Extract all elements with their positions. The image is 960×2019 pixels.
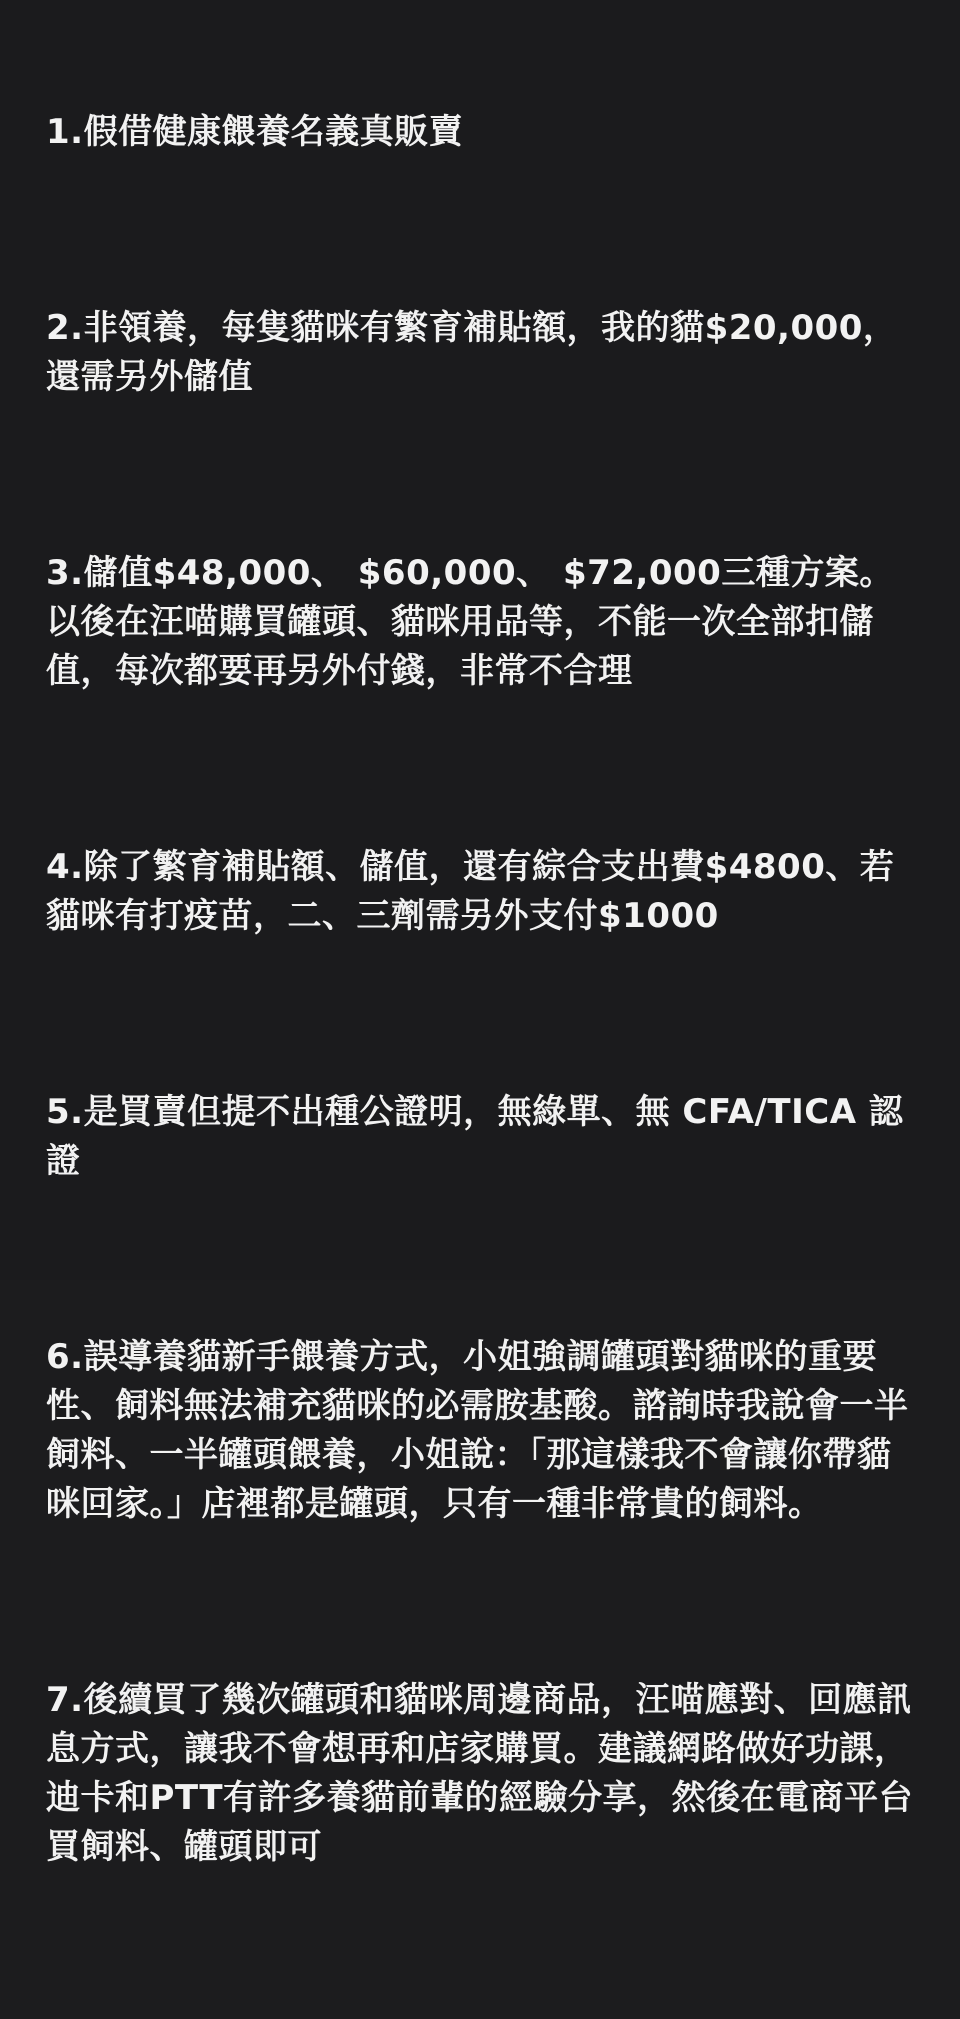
post-paragraph-4: 4.除了繁育補貼額、儲值，還有綜合支出費$4800、若貓咪有打疫苗，二、三劑需另外支付$1000 <box>46 847 895 936</box>
post-paragraph-6: 6.誤導養貓新手餵養方式，小姐強調罐頭對貓咪的重要性、飼料無法補充貓咪的必需胺基酸。諮詢時我說會一半飼料、一半罐頭餵養，小姐說：「那這樣我不會讓你帶貓咪回家。」店裡都是罐頭，只有一種非常貴的飼料。 <box>46 1337 909 1524</box>
post-paragraph-1: 1.假借健康餵養名義真販賣 <box>46 112 464 152</box>
post-paragraph-7: 7.後續買了幾次罐頭和貓咪周邊商品，汪喵應對、回應訊息方式，讓我不會想再和店家購買。建議網路做好功課，迪卡和PTT有許多養貓前輩的經驗分享，然後在電商平台買飼料、罐頭即可 <box>46 1680 914 1867</box>
post-paragraph-3: 3.儲值$48,000、 $60,000、 $72,000三種方案。以後在汪喵購買罐頭、貓咪用品等，不能一次全部扣儲值，每次都要再另外付錢，非常不合理 <box>46 553 894 691</box>
post-paragraph-5: 5.是買賣但提不出種公證明，無綠單、無 CFA/TICA 認證 <box>46 1092 904 1181</box>
post-body <box>46 10 920 2019</box>
post-paragraph-2: 2.非領養，每隻貓咪有繁育補貼額，我的貓$20,000，還需另外儲值 <box>46 308 898 397</box>
